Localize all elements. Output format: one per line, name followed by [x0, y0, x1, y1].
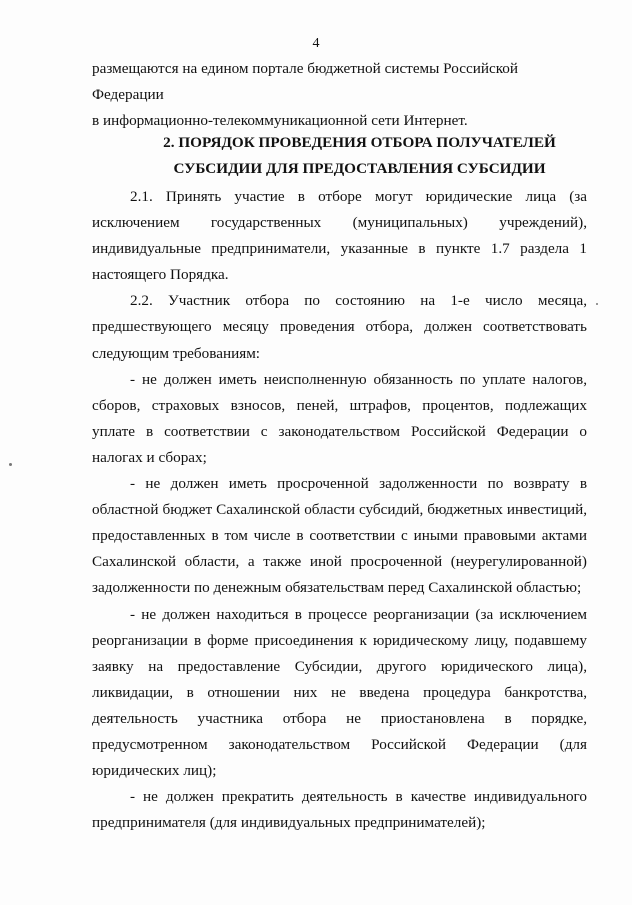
section-body — [92, 184, 587, 836]
scan-speck — [596, 303, 598, 305]
requirement-item: - не должен иметь просроченной задолженности по возврату в областной бюджет Сахалинской области субсидий, бюджетных инвестиций, предоставленных в том числе в соответствии с иными правовыми актами Сахалинской области, а также иной просроченной (неурегулированной) задолженности по денежным обязательствам перед Сахалинской областью; — [92, 475, 587, 597]
intro-line: в информационно-телекоммуникационной сети Интернет. — [92, 112, 468, 130]
section-heading-line: СУБСИДИИ ДЛЯ ПРЕДОСТАВЛЕНИЯ СУБСИДИИ — [173, 160, 546, 177]
requirement-item: - не должен находиться в процессе реорганизации (за исключением реорганизации в форме присоединения к юридическому лицу, подавшему заявку на предоставление Субсидии, другого юридического лица), ликвидации, в отношении них не введена процедура банкротства, деятельность участника отбора не приостановлена в порядке, предусмотренном законодательством Российской Федерации (для юридических лиц); — [92, 605, 587, 780]
scan-speck — [9, 463, 12, 466]
section-heading — [92, 130, 587, 182]
section-heading-line: 2. ПОРЯДОК ПРОВЕДЕНИЯ ОТБОРА ПОЛУЧАТЕЛЕЙ — [163, 134, 556, 151]
page-number: 4 — [312, 36, 320, 51]
intro-text — [92, 56, 587, 134]
paragraph-2-1: 2.1. Принять участие в отборе могут юридические лица (за исключением государственных (муниципальных) учреждений), индивидуальные предприниматели, указанные в пункте 1.7 раздела 1 настоящего Порядка. — [92, 188, 587, 284]
requirement-item: - не должен прекратить деятельность в качестве индивидуального предпринимателя (для индивидуальных предпринимателей); — [92, 788, 587, 832]
intro-line: размещаются на едином портале бюджетной системы Российской Федерации — [92, 60, 519, 104]
requirement-item: - не должен иметь неисполненную обязанность по уплате налогов, сборов, страховых взносов, пеней, штрафов, процентов, подлежащих уплате в соответствии с законодательством Российской Федерации о налогах и сборах; — [92, 370, 587, 466]
paragraph-2-2: 2.2. Участник отбора по состоянию на 1-е число месяца, предшествующего месяцу проведения отбора, должен соответствовать следующим требованиям: — [92, 292, 587, 362]
